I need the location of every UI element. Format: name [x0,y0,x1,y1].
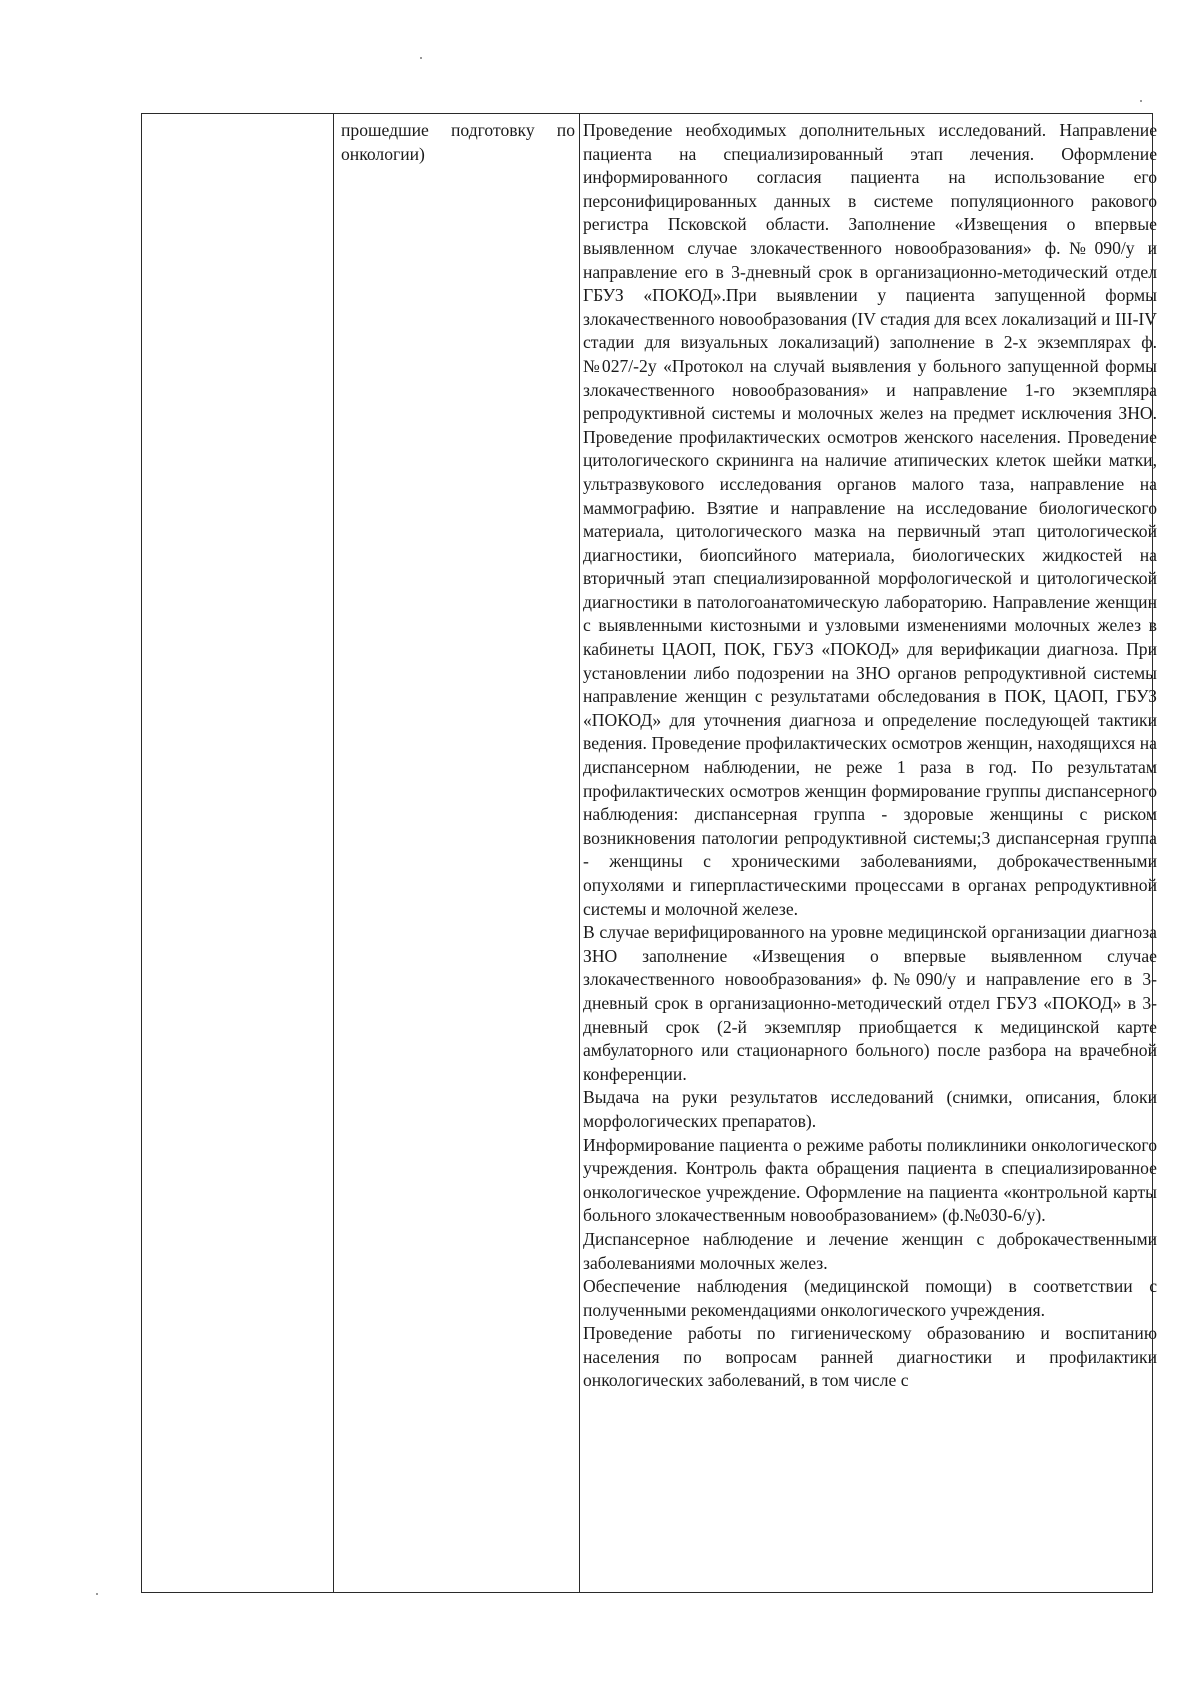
column-2-text: прошедшие подготовку по онкологии) [341,120,575,164]
scan-speck [420,57,422,59]
table-cell-column-3 [583,119,1157,1393]
table [141,113,1157,1593]
column-3-paragraph-4: Информирование пациента о режиме работы поликлиники онкологического учреждения. Контроль факта обращения пациента в специализированное онкологическое учреждение. Оформление на пациента «контрольной карты больного злокачественным новообразованием» (ф.№030-6/у). [583,1134,1157,1226]
column-3-paragraph-5: Диспансерное наблюдение и лечение женщин с доброкачественными заболеваниями молочных желез. [583,1228,1157,1273]
scan-speck [96,1593,98,1595]
column-3-paragraph-3: Выдача на руки результатов исследований (снимки, описания, блоки морфологических препаратов). [583,1087,1157,1131]
table-cell-column-2 [341,119,575,166]
column-3-paragraph-1: Проведение необходимых дополнительных исследований. Направление пациента на специализированный этап лечения. Оформление информированного согласия пациента на использование его персонифицированных данных в системе популяционного ракового регистра Псковской области. Заполнение «Извещения о впервые выявленном случае злокачественного новообразования» ф.№090/у и направление его в 3-дневный срок в организационно-методический отдел ГБУЗ «ПОКОД».При выявлении у пациента запущенной формы злокачественного новообразования (IV стадия для всех локализаций и III-IV стадии для визуальных локализаций) заполнение в 2-х экземплярах ф.№027/-2у «Протокол на случай выявления у больного запущенной формы злокачественного новообразования» и направление 1-го экземпляра репродуктивной системы и молочных желез на предмет исключения ЗНО. Проведение профилактических осмотров женского населения. Проведение цитологического скрининга на наличие атипических клеток шейки матки, ультразвукового исследования органов малого таза, направление на маммографию. Взятие и направление на исследование биологического материала, цитологического мазка на первичный этап цитологической диагностики, биопсийного материала, биологических жидкостей на вторичный этап специализированной морфологической и цитологической диагностики в патологоанатомическую лабораторию. Направление женщин с выявленными кистозными и узловыми изменениями молочных желез в кабинеты ЦАОП, ПОК, ГБУЗ «ПОКОД» для верификации диагноза. При установлении либо подозрении на ЗНО органов репродуктивной системы направление женщин с результатами обследования в ПОК, ЦАОП, ГБУЗ «ПОКОД» для уточнения диагноза и определение последующей тактики ведения. Проведение профилактических осмотров женщин, находящихся на диспансерном наблюдении, не реже 1 раза в год. По результатам профилактических осмотров женщин формирование группы диспансерного наблюдения: диспансерная группа - здоровые женщины с риском возникновения патологии репродуктивной системы;3 диспансерная группа - женщины с хроническими заболеваниями, доброкачественными опухолями и гиперпластическими процессами в органах репродуктивной системы и молочной железе. [583,120,1157,919]
scan-speck [1140,100,1142,102]
column-3-paragraph-6: Обеспечение наблюдения (медицинской помощи) в соответствии с полученными рекомендациями онкологического учреждения. [583,1276,1157,1320]
column-divider-1 [333,113,334,1593]
table-bottom-border [141,1592,1153,1593]
table-top-border [141,113,1153,114]
table-left-border [141,113,142,1593]
column-3-paragraph-2: В случае верифицированного на уровне медицинской организации диагноза ЗНО заполнение «Извещения о впервые выявленном случае злокачественного новообразования» ф.№090/у и направление его в 3-дневный срок в организационно-методический отдел ГБУЗ «ПОКОД» в 3-дневный срок (2-й экземпляр приобщается к медицинской карте амбулаторного или стационарного больного) после разбора на врачебной конференции. [583,922,1157,1084]
column-divider-2 [579,113,580,1593]
column-3-paragraph-7: Проведение работы по гигиеническому образованию и воспитанию населения по вопросам ранней диагностики и профилактики онкологических заболеваний, в том числе с [583,1323,1157,1391]
